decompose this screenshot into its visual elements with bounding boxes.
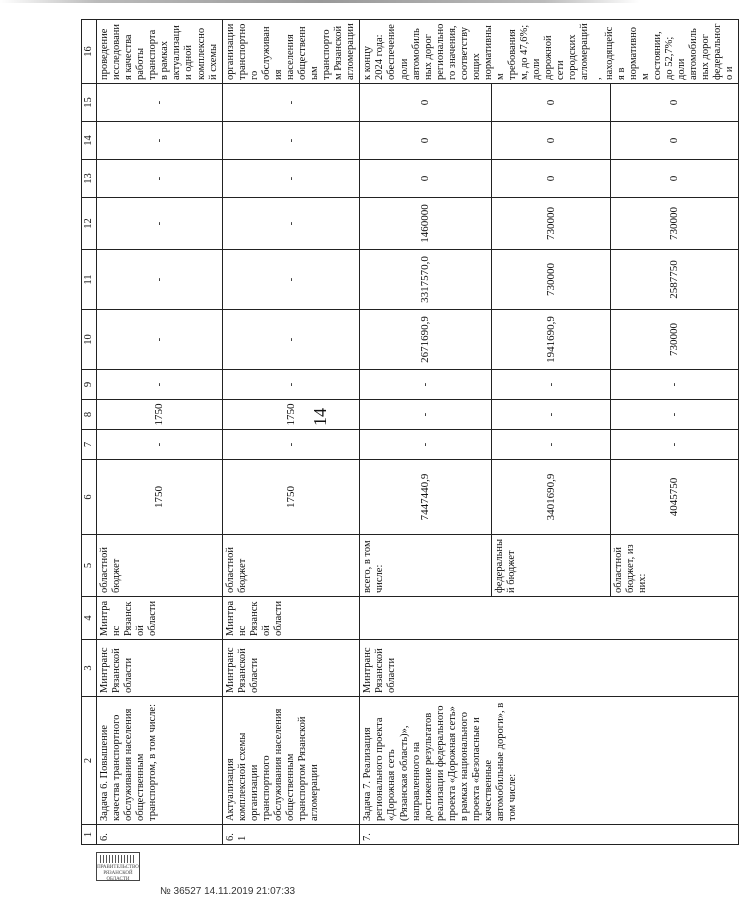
task-name: Задача 7. Реализация регионального проекта «Дорожная сеть (Рязанская область)», направленного на достижение результатов реализации федерального проекта «Дорожная сеть» в рамках национального проекта «Безопасные и качественные автомобильные дороги», в том числе: bbox=[360, 697, 739, 825]
value-col-15: 0 bbox=[611, 84, 739, 122]
value-col-15: - bbox=[97, 84, 223, 122]
registration-stamp bbox=[96, 852, 140, 881]
value-col-15: 0 bbox=[360, 84, 491, 122]
value-col-15: 0 bbox=[491, 84, 611, 122]
executor: Минтранс Рязанской области bbox=[97, 640, 223, 697]
value-col-8: - bbox=[491, 400, 611, 430]
value-col-11: - bbox=[222, 250, 360, 310]
registration-footer: № 36527 14.11.2019 21:07:33 bbox=[160, 886, 296, 897]
value-col-13: 0 bbox=[360, 160, 491, 198]
executor: Минтранс Рязанской области bbox=[360, 640, 739, 697]
col-num-11: 11 bbox=[82, 250, 97, 310]
col-num-16: 16 bbox=[82, 20, 97, 84]
value-col-14: - bbox=[222, 122, 360, 160]
program-table-rotated bbox=[81, 20, 736, 845]
coexecutor: Минтранс Рязанской области bbox=[222, 597, 360, 640]
funding-source: областной бюджет bbox=[97, 535, 223, 597]
value-col-9: - bbox=[222, 370, 360, 400]
value-col-12: 730000 bbox=[491, 198, 611, 250]
coexecutor: Минтранс Рязанской области bbox=[97, 597, 223, 640]
col-num-14: 14 bbox=[82, 122, 97, 160]
value-col-14: 0 bbox=[491, 122, 611, 160]
task-name: Актуализация комплексной схемы организации транспортного обслуживания населения общественным транспортом Рязанской агломерации bbox=[222, 697, 360, 825]
value-col-9: - bbox=[611, 370, 739, 400]
col-num-5: 5 bbox=[82, 535, 97, 597]
value-col-15: - bbox=[222, 84, 360, 122]
value-col-11: 3317570,0 bbox=[360, 250, 491, 310]
value-col-8: 1750 bbox=[97, 400, 223, 430]
col-num-13: 13 bbox=[82, 160, 97, 198]
row-number: 7. bbox=[360, 825, 739, 845]
col-num-1: 1 bbox=[82, 825, 97, 845]
row-number: 6.1 bbox=[222, 825, 360, 845]
table-row bbox=[360, 20, 491, 845]
value-col-12: - bbox=[222, 198, 360, 250]
page-number: 14 bbox=[310, 408, 330, 426]
value-col-7: - bbox=[491, 430, 611, 460]
value-col-10: 1941690,9 bbox=[491, 310, 611, 370]
value-col-14: 0 bbox=[360, 122, 491, 160]
value-col-13: - bbox=[97, 160, 223, 198]
value-col-11: 2587750 bbox=[611, 250, 739, 310]
expected-result: к концу 2024 года: обеспечение доли автомобильных дорог регионального значения, соответствующих нормативным требованиям, до 47,6%; доли дорожной сети городских агломераций, находящейся в нормативном состоянии, до 52,7%; доли автомобильных дорог федерального и bbox=[360, 20, 739, 84]
value-col-8: - bbox=[611, 400, 739, 430]
value-col-10: - bbox=[97, 310, 223, 370]
col-num-15: 15 bbox=[82, 84, 97, 122]
stamp-text: ПРАВИТЕЛЬСТВО РЯЗАНСКОЙ ОБЛАСТИ bbox=[97, 865, 139, 882]
col-num-8: 8 bbox=[82, 400, 97, 430]
table-row bbox=[222, 20, 360, 845]
value-col-13: 0 bbox=[611, 160, 739, 198]
value-col-7: - bbox=[611, 430, 739, 460]
col-num-4: 4 bbox=[82, 597, 97, 640]
funding-source: областной бюджет, из них: bbox=[611, 535, 739, 597]
total-value: 1750 bbox=[222, 460, 360, 535]
value-col-9: - bbox=[360, 370, 491, 400]
value-col-7: - bbox=[222, 430, 360, 460]
value-col-13: 0 bbox=[491, 160, 611, 198]
value-col-12: 1460000 bbox=[360, 198, 491, 250]
total-value: 4045750 bbox=[611, 460, 739, 535]
program-table bbox=[81, 19, 739, 845]
value-col-12: - bbox=[97, 198, 223, 250]
coexecutor bbox=[360, 597, 739, 640]
expected-result: организации транспортного обслуживания населения общественным транспортом Рязанской агломерации bbox=[222, 20, 360, 84]
col-num-7: 7 bbox=[82, 430, 97, 460]
value-col-11: 730000 bbox=[491, 250, 611, 310]
value-col-8: - bbox=[360, 400, 491, 430]
total-value: 1750 bbox=[97, 460, 223, 535]
value-col-9: - bbox=[97, 370, 223, 400]
value-col-13: - bbox=[222, 160, 360, 198]
expected-result: проведение исследования качества работы транспорта в рамках актуализации одной комплексной схемы bbox=[97, 20, 223, 84]
value-col-7: - bbox=[97, 430, 223, 460]
col-num-9: 9 bbox=[82, 370, 97, 400]
task-name: Задача 6. Повышение качества транспортного обслуживания населения общественным транспортом, в том числе: bbox=[97, 697, 223, 825]
col-num-6: 6 bbox=[82, 460, 97, 535]
value-col-10: - bbox=[222, 310, 360, 370]
row-number: 6. bbox=[97, 825, 223, 845]
value-col-11: - bbox=[97, 250, 223, 310]
scan-edge bbox=[0, 0, 640, 3]
col-num-12: 12 bbox=[82, 198, 97, 250]
value-col-10: 730000 bbox=[611, 310, 739, 370]
col-num-3: 3 bbox=[82, 640, 97, 697]
funding-source: областной бюджет bbox=[222, 535, 360, 597]
total-value: 3401690,9 bbox=[491, 460, 611, 535]
barcode-icon bbox=[100, 855, 136, 863]
value-col-9: - bbox=[491, 370, 611, 400]
value-col-8: 1750 bbox=[222, 400, 360, 430]
value-col-10: 2671690,9 bbox=[360, 310, 491, 370]
col-num-2: 2 bbox=[82, 697, 97, 825]
column-number-row bbox=[82, 20, 97, 845]
value-col-14: - bbox=[97, 122, 223, 160]
executor: Минтранс Рязанской области bbox=[222, 640, 360, 697]
funding-source: федеральный бюджет bbox=[491, 535, 611, 597]
value-col-12: 730000 bbox=[611, 198, 739, 250]
value-col-7: - bbox=[360, 430, 491, 460]
col-num-10: 10 bbox=[82, 310, 97, 370]
table-row bbox=[97, 20, 223, 845]
total-value: 7447440,9 bbox=[360, 460, 491, 535]
funding-source: всего, в том числе: bbox=[360, 535, 491, 597]
value-col-14: 0 bbox=[611, 122, 739, 160]
